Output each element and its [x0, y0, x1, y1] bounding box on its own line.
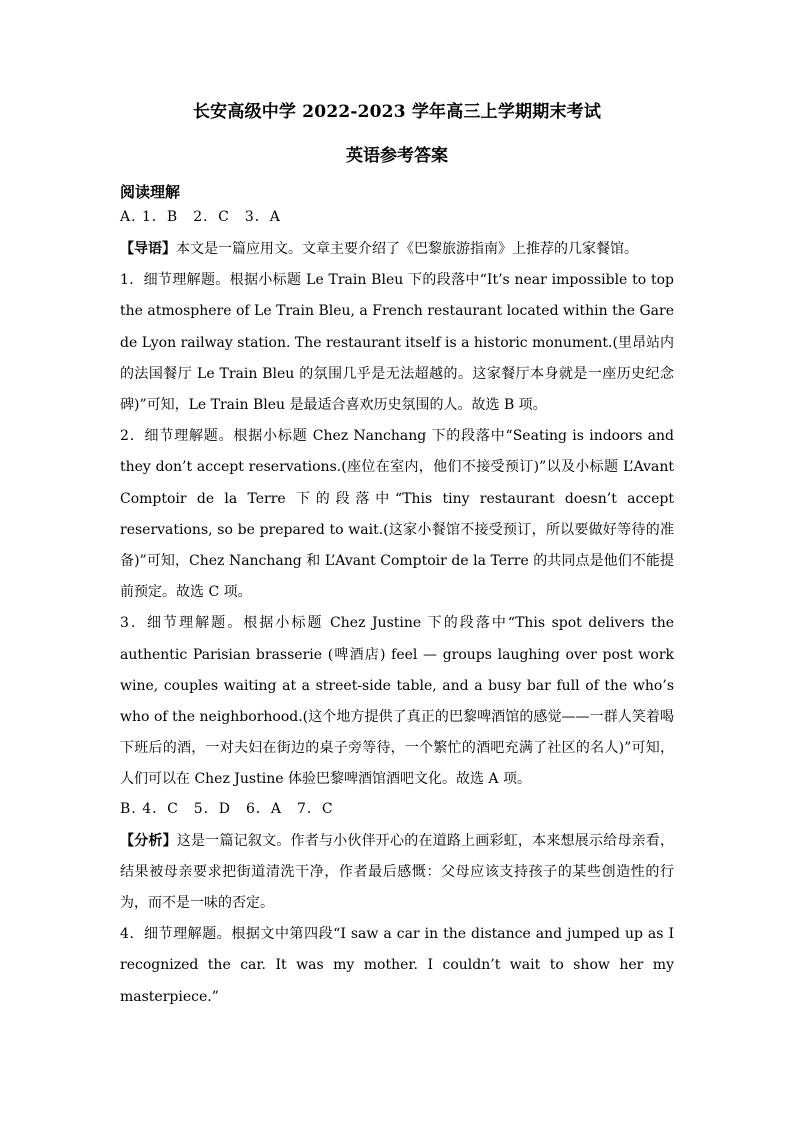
answer-document: [120, 100, 674, 1013]
part-b-answers: B. 4．C 5．D 6．A 7．C: [120, 800, 334, 817]
question-4-explanation: 4．细节理解题。根据文中第四段“I saw a car in the distance and jumped up as I recognized the car. It was my mother. I couldn’t wait to show her my masterpiece.”: [120, 926, 674, 1005]
question-2-explanation: 2．细节理解题。根据小标题 Chez Nanchang 下的段落中“Seating is indoors and they don’t accept reservations.(座位在室内，他们不接受预订)”以及小标题 L’Avant Comptoir de la Terre 下的段落中“This tiny restaurant doesn’t accept reservations, so be prepared to wait.(这家小餐馆不接受预订，所以要做好等待的准备)”可知，Chez Nanchang 和 L’Avant Comptoir de la Terre 的共同点是他们不能提前预定。故选 C 项。: [120, 428, 674, 601]
analysis-label: 【分析】: [120, 832, 177, 849]
guide-label: 【导语】: [120, 241, 176, 257]
section-heading: 阅读理解: [120, 183, 181, 201]
analysis-text: 这是一篇记叙文。作者与小伙伴开心的在道路上画彩虹，本来想展示给母亲看，结果被母亲要求把街道清洗干净，作者最后感慨：父母应该支持孩子的某些创造性的行为，而不是一味的否定。: [120, 832, 674, 912]
question-1-explanation: 1．细节理解题。根据小标题 Le Train Bleu 下的段落中“It’s near impossible to top the atmosphere of Le Train Bleu, a French restaurant located within the Gare de Lyon railway station. The restaurant itself is a historic monument.(里昂站内的法国餐厅 Le Train Bleu 的氛围几乎是无法超越的。这家餐厅本身就是一座历史纪念碑)”可知，Le Train Bleu 是最适合喜欢历史氛围的人。故选 B 项。: [120, 272, 674, 414]
guide-text: 本文是一篇应用文。文章主要介绍了《巴黎旅游指南》上推荐的几家餐馆。: [176, 241, 638, 257]
part-a-guide: [120, 234, 674, 265]
document-title: 长安高级中学 2022-2023 学年高三上学期期末考试: [192, 102, 602, 122]
part-b-analysis: [120, 826, 674, 920]
question-3-explanation: 3．细节理解题。根据小标题 Chez Justine 下的段落中“This spot delivers the authentic Parisian brasserie (啤酒店) feel — groups laughing over post work wine, couples waiting at a street-side table, and a busy bar full of the who’s who of the neighborhood.(这个地方提供了真正的巴黎啤酒馆的感觉——一群人笑着喝下班后的酒，一对夫妇在街边的桌子旁等待，一个繁忙的酒吧充满了社区的名人)”可知，人们可以在 Chez Justine 体验巴黎啤酒馆酒吧文化。故选 A 项。: [120, 615, 674, 788]
document-subtitle: 英语参考答案: [346, 146, 448, 166]
part-a-answers: A. 1．B 2．C 3．A: [120, 209, 281, 225]
